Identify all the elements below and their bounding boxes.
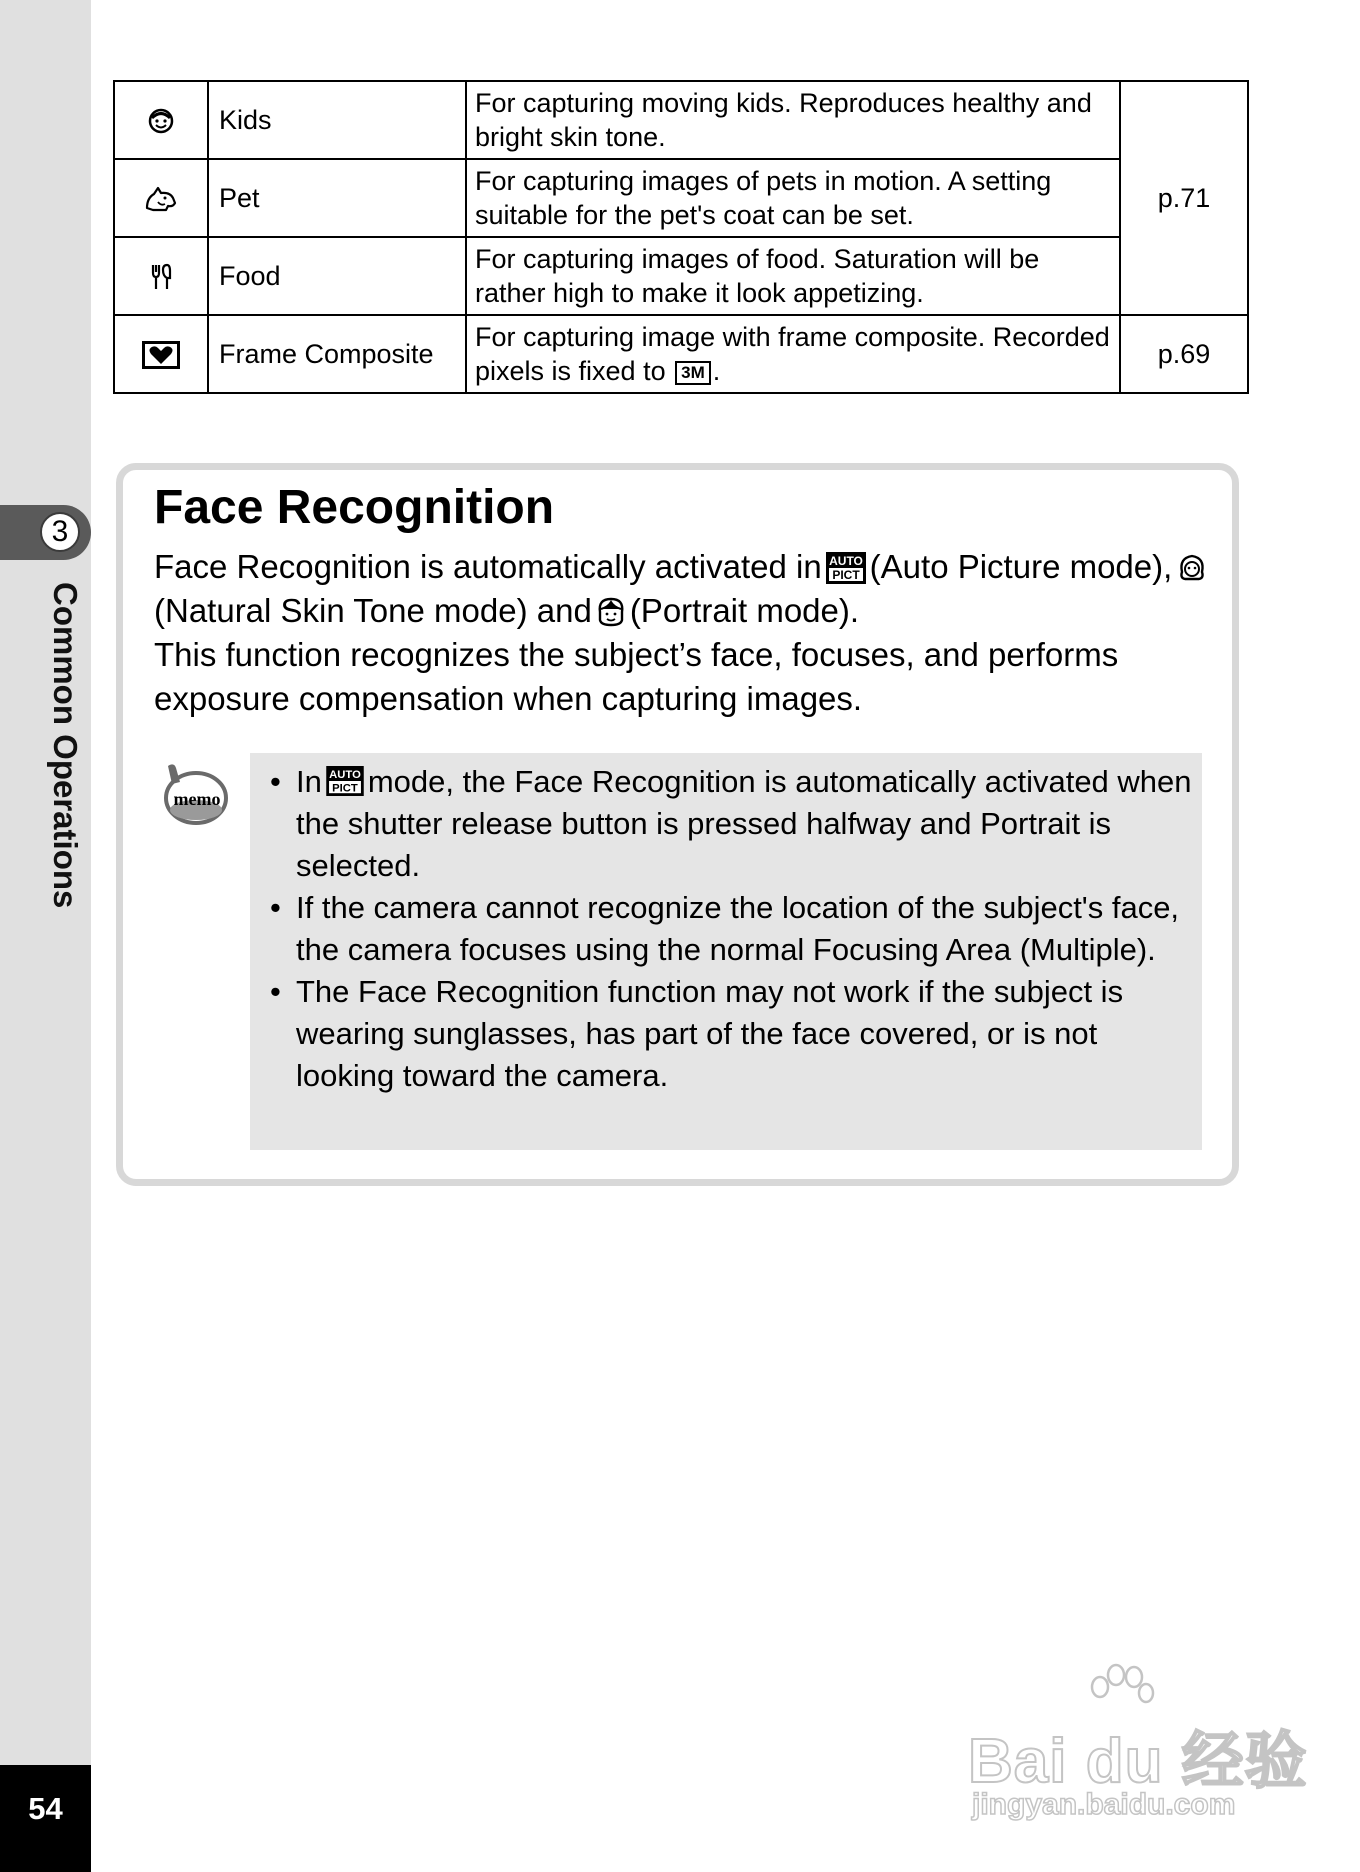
intro-text: (Portrait mode). [629, 592, 860, 629]
intro-text: Face Recognition is automatically activated in [154, 548, 822, 585]
svg-text:memo: memo [173, 789, 221, 809]
face-recognition-intro [154, 545, 1214, 721]
kids-icon [146, 106, 176, 136]
memo-notes [250, 753, 1202, 1150]
chapter-sidebar [0, 0, 91, 1872]
pet-icon [144, 184, 178, 214]
table-row [114, 159, 1248, 237]
page-reference: p.69 [1120, 315, 1248, 393]
table-row [114, 81, 1248, 159]
list-item: • In AUTO PICT mode, the Face Recognition is automatically activated when the shutter release button is pressed halfway and Portrait is selected. [264, 761, 1192, 887]
mode-name: Frame Composite [208, 315, 466, 393]
watermark-url: jingyan.baidu.com [972, 1788, 1236, 1821]
svg-text:PICT: PICT [832, 568, 860, 582]
intro-text: (Natural Skin Tone mode) and [154, 592, 592, 629]
table-row [114, 237, 1248, 315]
natural-skin-tone-icon [1176, 552, 1208, 584]
watermark [962, 1663, 1308, 1823]
portrait-icon [596, 596, 626, 628]
resolution-badge: 3M [675, 361, 711, 385]
mode-name: Kids [208, 81, 466, 159]
list-item: • The Face Recognition function may not work if the subject is wearing sunglasses, has part of the face covered, or is not looking toward the camera. [264, 971, 1192, 1097]
shooting-mode-table [113, 80, 1249, 394]
page-number: 54 [0, 1765, 91, 1872]
chapter-number: 3 [40, 512, 80, 552]
section-title: Face Recognition [154, 481, 555, 534]
mode-name: Pet [208, 159, 466, 237]
auto-picture-icon [826, 552, 866, 584]
food-icon [149, 262, 173, 292]
mode-name: Food [208, 237, 466, 315]
intro-text: This function recognizes the subject’s face, focuses, and performs exposure compensation when capturing images. [154, 636, 1119, 717]
description-end: . [712, 356, 721, 386]
table-row [114, 315, 1248, 393]
mode-description [466, 315, 1120, 393]
memo-icon [160, 760, 230, 830]
intro-text: (Auto Picture mode), [869, 548, 1173, 585]
mode-description: For capturing images of food. Saturation will be rather high to make it look appetizing. [466, 237, 1120, 315]
mode-description: For capturing images of pets in motion. A setting suitable for the pet's coat can be set. [466, 159, 1120, 237]
page-reference: p.71 [1120, 81, 1248, 315]
frame-composite-icon [142, 341, 180, 369]
svg-text:AUTO: AUTO [828, 554, 863, 568]
svg-text:PICT: PICT [332, 782, 358, 795]
mode-description: For capturing moving kids. Reproduces healthy and bright skin tone. [466, 81, 1120, 159]
description-text: For capturing image with frame composite. Recorded pixels is fixed to [475, 322, 1110, 386]
list-item: • If the camera cannot recognize the location of the subject's face, the camera focuses using the normal Focusing Area (Multiple). [264, 887, 1192, 971]
watermark-logo: Bai du 经验 [968, 1727, 1308, 1796]
chapter-title: Common Operations [47, 582, 84, 909]
svg-text:AUTO: AUTO [329, 769, 361, 782]
auto-picture-icon [326, 766, 364, 796]
